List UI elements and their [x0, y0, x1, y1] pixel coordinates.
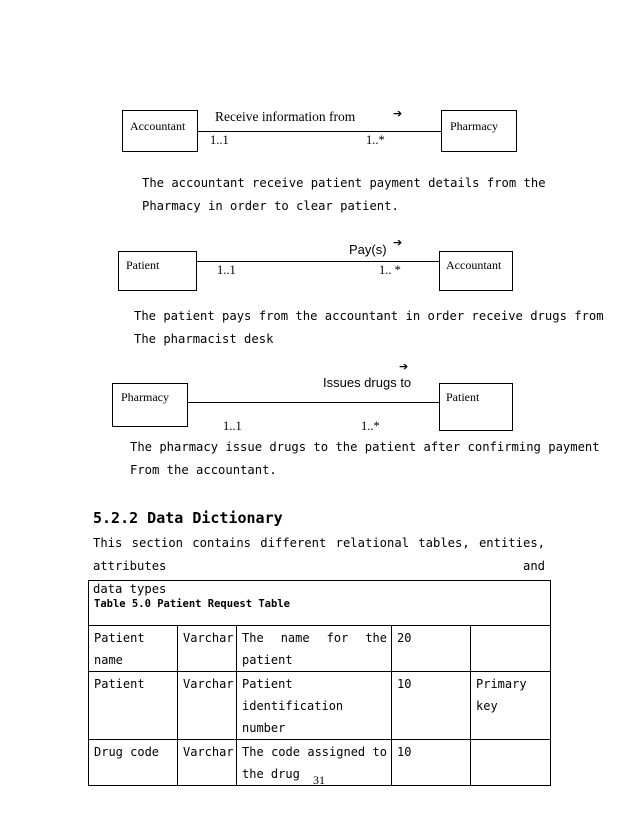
text-line: The pharmacist desk [134, 332, 274, 346]
table-caption-row [89, 581, 551, 626]
size-cell: 10 [392, 740, 471, 786]
text-line: The pharmacy issue drugs to the patient after confirming payment [130, 440, 600, 454]
table-caption: Table 5.0 Patient Request Table [89, 581, 551, 626]
entity-box-accountant [122, 110, 198, 152]
field-name-cell [89, 626, 178, 672]
data-type-cell: Varchar [178, 626, 237, 672]
data-type-cell: Varchar [178, 740, 237, 786]
entity-box-pharmacy [112, 383, 188, 427]
diagram2-description [134, 305, 604, 351]
text-line: The patient pays from the accountant in order receive drugs from [134, 309, 604, 323]
relation-label: Pay(s) [349, 242, 387, 257]
entity-box-pharmacy [441, 110, 517, 152]
size-cell: 10 [392, 672, 471, 740]
entity-label: Accountant [446, 258, 502, 272]
cell-line: number [242, 721, 286, 735]
table-row [89, 672, 551, 740]
page-number: 31 [313, 773, 325, 787]
cell-line: key [476, 699, 498, 713]
text-line: The accountant receive patient payment details from the [142, 176, 546, 190]
text-line: This section contains different relational tables, entities, attributes and [93, 536, 545, 573]
multiplicity-left: 1..1 [217, 263, 236, 277]
text-line: data types [93, 582, 167, 596]
table-row [89, 626, 551, 672]
multiplicity-right: 1..* [366, 133, 385, 147]
relation-label: Issues drugs to [323, 375, 412, 390]
description-cell [237, 626, 392, 672]
entity-box-patient [118, 251, 197, 291]
direction-arrow-icon: ➔ [393, 236, 403, 249]
key-cell [471, 672, 551, 740]
field-name-cell [89, 672, 178, 740]
multiplicity-left: 1..1 [210, 133, 229, 147]
entity-label: Pharmacy [121, 390, 169, 404]
multiplicity-right: 1..* [361, 419, 380, 433]
section-heading: 5.2.2 Data Dictionary [93, 509, 283, 527]
entity-label: Pharmacy [450, 119, 498, 133]
cell-line: patient [242, 653, 293, 667]
relation-label: Receive information from [215, 109, 356, 124]
cell-line: Patient identification [242, 677, 344, 713]
entity-box-patient [439, 383, 513, 431]
cell-line: Patient [94, 677, 145, 691]
patient-request-table [88, 580, 551, 786]
cell-line: Drug code [94, 745, 160, 759]
diagram1-description [142, 172, 546, 218]
direction-arrow-icon: ➔ [399, 360, 409, 373]
multiplicity-right: 1.. * [379, 263, 401, 277]
multiplicity-left: 1..1 [223, 419, 242, 433]
cell-line: The name for the [242, 631, 387, 645]
association-line [197, 261, 439, 262]
description-cell [237, 672, 392, 740]
direction-arrow-icon: ➔ [393, 107, 403, 120]
association-line [188, 402, 439, 403]
cell-line: the drug [242, 767, 300, 781]
entity-box-accountant [439, 251, 513, 291]
cell-line: The code assigned to [242, 745, 387, 759]
key-cell [471, 626, 551, 672]
size-cell: 20 [392, 626, 471, 672]
entity-label: Patient [446, 390, 480, 404]
diagram3-description [130, 436, 600, 482]
data-type-cell: Varchar [178, 672, 237, 740]
entity-label: Accountant [130, 119, 186, 133]
cell-line: Primary [476, 677, 527, 691]
association-line [198, 131, 441, 132]
text-line: From the accountant. [130, 463, 277, 477]
entity-label: Patient [126, 258, 160, 272]
cell-line: name [94, 653, 123, 667]
text-line: Pharmacy in order to clear patient. [142, 199, 399, 213]
cell-line: Patient [94, 631, 145, 645]
